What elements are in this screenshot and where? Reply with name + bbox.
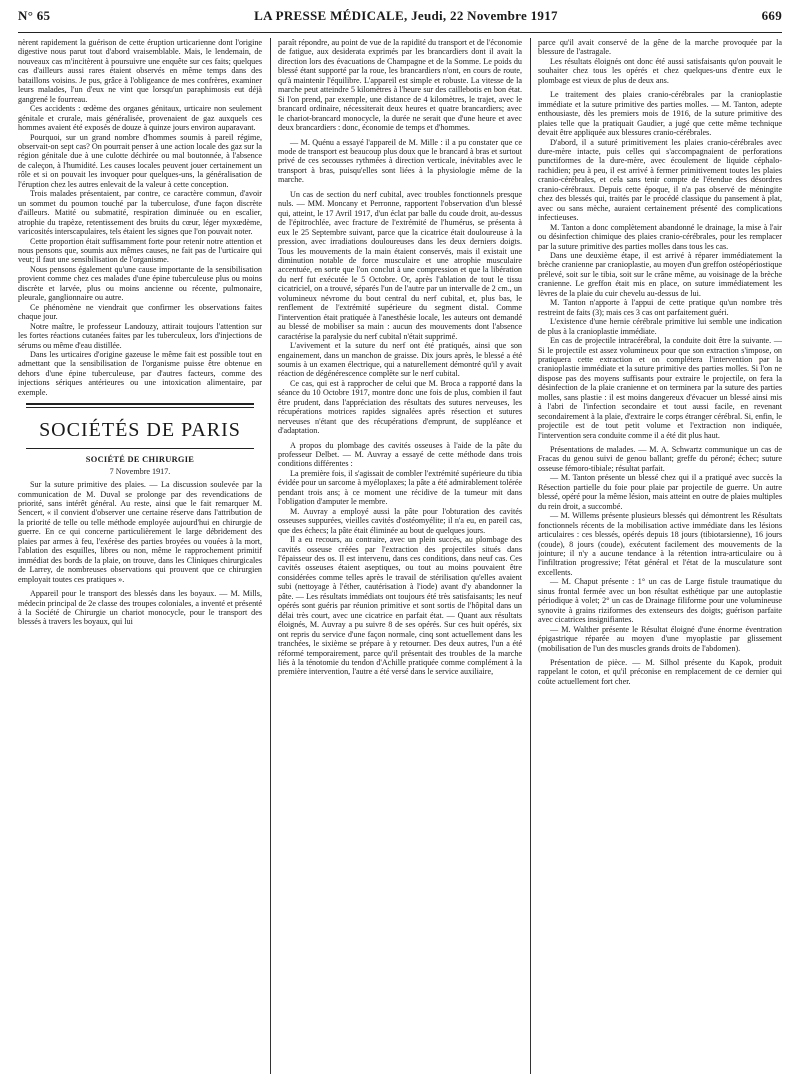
publication-title: LA PRESSE MÉDICALE, Jeudi, 22 Novembre 1917	[254, 8, 558, 23]
paragraph: Le traitement des plaies cranio-cérébrales par la cranioplastie immédiate et la suture primitive des parties molles. — M. Tanton, adepte enthousiaste, dès les premiers mois de 1916, de la suture primitive des plaies telle que la pratiquait Gaudier, a jugé que cette même technique devait être appliquée aux blessures cranio-cérébrales.	[538, 90, 782, 138]
column-2	[278, 38, 522, 1074]
paragraph: — M. Quénu a essayé l'appareil de M. Mille : il a pu constater que ce mode de transport est beaucoup plus doux que le brancard à bras et surtout privé de ces secousses rythmées à direction verticale, inévitables avec le transport à bras, puisqu'elles sont liées à la physiologie même de la marche.	[278, 137, 522, 185]
paragraph: Présentation de pièce. — M. Silhol présente du Kapok, produit rappelant le coton, et qu'il préconise en remplacement de ce dernier qui coûte actuellement fort cher.	[538, 658, 782, 686]
paragraph: Il a eu recours, au contraire, avec un plein succès, au plombage des cavités osseuse créées par l'extraction des projectiles situés dans l'épaisseur des os. Il est intervenu, dans ces conditions, dans neuf cas. Ces cavités osseuses étaient aseptiques, ou tout au moins pouvaient être considérées comme telles après le travail de stérilisation qu'elles avaient subi (nettoyage à l'éther, cautérisation à l'iode) avant d'y abandonner la pâte. — Les résultats immédiats ont toujours été très satisfaisants; les neuf opérés sont guéris par réunion primitive et sont sortis de l'hôpital dans un délai très court, avec une cicatrice en parfait état. — Quant aux résultats éloignés, M. Auvray a pu suivre 8 de ses opérés. Sur ces huit opérés, six ont repris du service d'une façon normale, cinq sont actuellement dans les tranchées, le sixième se prépare à y retourner. Des deux autres, l'un a été réformé temporairement, parce qu'il présentait des troubles de la marche liés à la ténotomie du tendon d'Achille pratiquée comme complément à la première intervention, l'autre a été versé dans le service auxiliaire,	[278, 535, 522, 677]
page-header	[18, 8, 782, 32]
paragraph: M. Tanton a donc complètement abandonné le drainage, la mise à l'air ou désinfection chimique des plaies cranio-cérébrales, pour les remplacer par la suture primitive des parties molles dans tous les cas.	[538, 222, 782, 251]
paragraph: Dans les urticaires d'origine gazeuse le même fait est possible tout en admettant que la sensibilisation de l'organisme puisse être obtenue en dehors d'une épine tuberculeuse, par d'autres facteurs, comme des injections sériques antérieures ou une intoxication alimentaire, par exemple.	[18, 349, 262, 397]
section-title: SOCIÉTÉS DE PARIS	[39, 419, 241, 442]
column-divider	[270, 38, 271, 1074]
paragraph: Les résultats éloignés ont donc été aussi satisfaisants qu'on pouvait le souhaiter chez tous les opérés et chez quelques-uns d'entre eux le plombage est vieux de plus de deux ans.	[538, 56, 782, 85]
paragraph: En cas de projectile intracérébral, la conduite doit être la suivante. — Si le projectile est assez volumineux pour que son extraction s'impose, on pratiquera cette extraction et on complétera l'intervention par la cranioplastie immédiate et la suture primitive des parties molles. Si l'on ne dispose pas des moyens suffisants pour extraire le projectile, on fera la désinfection de la plaie cranienne et on terminera par la suture des parties molles, sans plastie : il est moins dangereux d'évacuer un blessé ainsi mis à l'abri de l'infection secondaire et tout aussi facile, en revenant secondairement à la plaie, d'extraire le corps étranger cérébral. Si, enfin, le projectile est de tout petit volume et l'extraction non indiquée, l'intervention sera conduite comme il a été dit plus haut.	[538, 336, 782, 440]
paragraph: M. Tanton n'apporte à l'appui de cette pratique qu'un nombre très restreint de faits (3); mais ces 3 cas ont parfaitement guéri.	[538, 298, 782, 317]
paragraph: L'existence d'une hernie cérébrale primitive lui semble une indication de plus à la cranioplastie immédiate.	[538, 317, 782, 336]
section-rule	[26, 407, 254, 408]
paragraph: Trois malades présentaient, par contre, ce caractère commun, d'avoir un sommet du poumon touché par la tuberculose, d'une façon discrète d'ailleurs. Matité ou submatité, respiration diminuée ou en escalier, atrophie du trapèze, retentissement des bruits du cœur, léger myxœdème, varicosités interscapulaires, tels étaient les signes que l'on pouvait noter.	[18, 189, 262, 237]
page-number: 669	[761, 8, 782, 23]
paragraph: Sur la suture primitive des plaies. — La discussion soulevée par la communication de M. Duval se prolonge par des revendications de priorité, sans intérêt général. Au reste, ainsi que le fait remarquer M. Sencert, « il convient d'observer une certaine réserve dans l'attribution de la priorité de telle ou telle méthode employée aujourd'hui en chirurgie de guerre. En ce qui concerne particulièrement le large débridement des plaies par armes à feu, l'exérèse des parties broyées ou vouées à la mort, l'ablation des esquilles, libres ou non, même le rapprochement primitif immédiat des bords de la plaie, on trouve, dans les Cliniques chirurgicales de Larrey, de nombreuses observations qui prouvent que ce chirurgien employait toutes ces pratiques ».	[18, 480, 262, 584]
column-divider	[530, 38, 531, 1074]
paragraph: D'abord, il a suturé primitivement les plaies cranio-cérébrales avec dure-mère intacte, puis celles qui s'accompagnaient de perforations punctiformes de la dure-mère, avec écoulement de liquide céphalo-rachidien; peu à peu, il est arrivé à fermer primitivement toutes les plaies cranio-cérébrales, et cela sans tenir compte de l'étendue des désordres cranio-cérébraux. Depuis cette époque, il n'a pas observé de méningite chez des blessés qui, traités par le procédé classique du pansement à plat, avec ou sans mèche, auraient certainement présenté des complications infectieuses.	[538, 137, 782, 223]
paragraph: La première fois, il s'agissait de combler l'extrémité supérieure du tibia évidée pour un sarcome à myéloplaxes; la pâte a été admirablement tolérée pendant trois ans; à ce moment une récidive de la tumeur mit dans l'obligation d'amputer le membre.	[278, 468, 522, 507]
paragraph: Appareil pour le transport des blessés dans les boyaux. — M. Mills, médecin principal de 2e classe des troupes coloniales, a inventé et présenté à la Société de Chirurgie un chariot monocycle, pour le transport des blessés à travers les boyaux, qui lui	[18, 589, 262, 627]
paragraph: Ce phénomène ne viendrait que confirmer les observations faites chaque jour.	[18, 302, 262, 322]
paragraph: A propos du plombage des cavités osseuses à l'aide de la pâte du professeur Delbet. — M. Auvray a essayé de cette méthode dans trois conditions différentes :	[278, 440, 522, 469]
paragraph: parce qu'il avait conservé de la gêne de la marche provoquée par la blessure de l'astragale.	[538, 38, 782, 57]
section-rule	[26, 448, 254, 449]
paragraph: Dans une deuxième étape, il est arrivé à réparer immédiatement la brèche cranienne par cranioplastie, au moyen d'un greffon ostéopériostique prélevé, soit sur le tibia, soit sur le crâne même, au voisinage de la brèche cranienne. Le greffon était mis en place, on suture immédiatement les lèvres de la plaie du cuir chevelu au-dessus de lui.	[538, 250, 782, 298]
paragraph: — M. Willems présente plusieurs blessés qui démontrent les Résultats fonctionnels récents de la mobilisation active immédiate dans les lésions articulaires : ces blessés, opérés depuis 18 jours (tibiotarsienne), 16 jours (coude), 8 jours (coude), exécutent facilement des mouvements de la jointure; il n'y a aucune tendance à la rétention intra-articulaire ou à l'infiltration progressive; l'état général et l'état de la musculature sont excellents.	[538, 511, 782, 577]
column-1	[18, 38, 262, 1074]
paragraph: L'avivement et la suture du nerf ont été pratiqués, ainsi que son engainement, dans un manchon de graisse. Dix jours après, le blessé a été soumis à un examen électrique, qui a naturellement démontré qu'il y avait réaction de dégénérescence complète sur le nerf cubital.	[278, 341, 522, 379]
paragraph: Pourquoi, sur un grand nombre d'hommes soumis à pareil régime, observait-on sept cas? On pourrait penser à une action locale des gaz sur la région génitale due à une culotte déchirée ou mal boutonnée, à l'absence de caleçon, à l'humidité. Les causes locales peuvent jouer certainement un rôle et si on pouvait les invoquer pour quelques-uns, la généralisation de l'éruption chez les autres enlevait de la valeur à cette conception.	[18, 132, 262, 189]
paragraph: Ce cas, qui est à rapprocher de celui que M. Broca a rapporté dans la séance du 10 Octobre 1917, montre donc une fois de plus, combien il faut être prudent, dans l'appréciation des résultats des sutures nerveuses, les récupérations motrices rapides signalées après résection et sutures nerveuses n'étant que des récupérations d'emprunt, de suppléance et d'adaptation.	[278, 378, 522, 436]
session-date: 7 Novembre 1917.	[109, 466, 171, 476]
column-3	[538, 38, 782, 1074]
paragraph: — M. Walther présente le Résultat éloigné d'une énorme éventration épigastrique réparée au moyen d'une myoplastie par glissement (mobilisation de l'un des muscles grands droits de l'abdomen).	[538, 624, 782, 653]
paragraph: — M. Tanton présente un blessé chez qui il a pratiqué avec succès la Résection partielle du foie pour plaie par projectile de guerre. Un autre blessé, opéré pour la même lésion, mais atteint en outre de plaies multiples du rein droit, a succombé.	[538, 473, 782, 511]
paragraph: — M. Chaput présente : 1° un cas de Large fistule traumatique du sinus frontal fermée avec un bon résultat esthétique par une autoplastie périodique à volet; 2° un cas de Drainage filiforme pour une volumineuse synovite à grains riziformes des extenseurs des doigts; guérison parfaite avec cicatrices insignifiantes.	[538, 577, 782, 625]
paragraph: Un cas de section du nerf cubital, avec troubles fonctionnels presque nuls. — MM. Moncany et Perronne, rapportent l'observation d'un blessé qui, atteint, le 17 Avril 1917, d'un éclat par balle du coude droit, au-dessus de l'épitrochlée, avec fracture de l'extrémité de l'humérus, se présenta à eux le 25 Septembre suivant, parce que la cicatrice était douloureuse à la pression, avec irradiations douloureuses dans les deux derniers doigts. Tous les mouvements de la main étaient conservés, mais il existait une diminution notable de force musculaire et une atrophie musculaire accentuée, en sorte que l'on conclut à une compression et que la libération du nerf fut exécutée le 5 Octobre. Or, après l'ablation de tout le tissu cicatriciel, on a trouvé, séparés l'un de l'autre par un intervalle de 2 cm., un volumineux névrome du bout central du nerf cubital, et, plus bas, le renflement de l'extrémité supérieure du segment distal. Comme l'intervention était pratiquée à l'anesthésie locale, les auteurs ont demandé au blessé de mobiliser sa main : aucun des mouvements dont l'absence caractérise la paralysie du nerf cubital n'était supprimé.	[278, 189, 522, 341]
section-rule	[26, 403, 254, 405]
paragraph: nèrent rapidement la guérison de cette éruption urticarienne dont l'origine digestive nous parut tout d'abord vraisemblable. Mais, le lendemain, de nouveaux cas m'incitèrent à poursuivre une enquête sur ces faits; quelques cas d'ailleurs aussi rares étaient observés en même temps dans des bataillons voisins. Je pus, grâce à l'obligeance de mes confrères, examiner leurs malades, l'un d'eux ne vint que lorsqu'un paraphimosis eut déjà gangrené le fourreau.	[18, 38, 262, 104]
paragraph: paraît répondre, au point de vue de la rapidité du transport et de l'économie de fatigue, aux desiderata exprimés par les brancardiers dont il avait la direction lors des évacuations de Champagne et de la Somme. Le poids du blessé étant supporté par la roue, les brancardiers n'ont, en cours de route, qu'à maintenir l'équilibre. L'appareil est simple et robuste. La vitesse de la marche peut atteindre 5 kilomètres à l'heure sur des caillebotis en bon état. Si l'on prend, par exemple, une distance de 4 kilomètres, le trajet, avec le brancard ordinaire, nécessiterait deux heures et quatre brancardiers; avec le chariot-brancard monocycle, la durée ne serait que d'une heure et avec deux brancardiers : donc, économie de temps et d'hommes.	[278, 38, 522, 133]
paragraph: Nous pensons également qu'une cause importante de la sensibilisation provient comme chez ces malades d'une épine tuberculeuse plus ou moins discrète et larvée, plus ou moins ancienne ou récente, pulmonaire, pleurale, ganglionnaire ou autre.	[18, 264, 262, 303]
paragraph: Présentations de malades. — M. A. Schwartz communique un cas de Fracas du genou suivi de genou ballant; greffe du péroné; échec; suture osseuse fémoro-tibiale; résultat parfait.	[538, 445, 782, 473]
issue-number: N° 65	[18, 8, 51, 23]
paragraph: Notre maître, le professeur Landouzy, attirait toujours l'attention sur les fortes réactions cutanées faites par les tuberculeux, lors d'injections de sérums ou même d'eau distillée.	[18, 321, 262, 350]
society-name: SOCIÉTÉ DE CHIRURGIE	[85, 455, 195, 465]
paragraph: Ces accidents : œdème des organes génitaux, urticaire non seulement génitale et crurale, mais généralisée, provenaient de gaz auxquels ces hommes avaient été exposés de douze à quinze jours environ auparavant.	[18, 104, 262, 133]
paragraph: M. Auvray a employé aussi la pâte pour l'obturation des cavités osseuses suppurées, vieilles cavités d'ostéomyélite; il n'a eu, en pareil cas, que des échecs; la pâte était éliminée au bout de quelques jours.	[278, 506, 522, 535]
header-rule	[18, 32, 782, 33]
paragraph: Cette proportion était suffisamment forte pour retenir notre attention et nous pensons que, soumis aux mêmes causes, ne fait pas de l'urticaire qui veut; il faut une sensibilisation de l'organisme.	[18, 236, 262, 265]
